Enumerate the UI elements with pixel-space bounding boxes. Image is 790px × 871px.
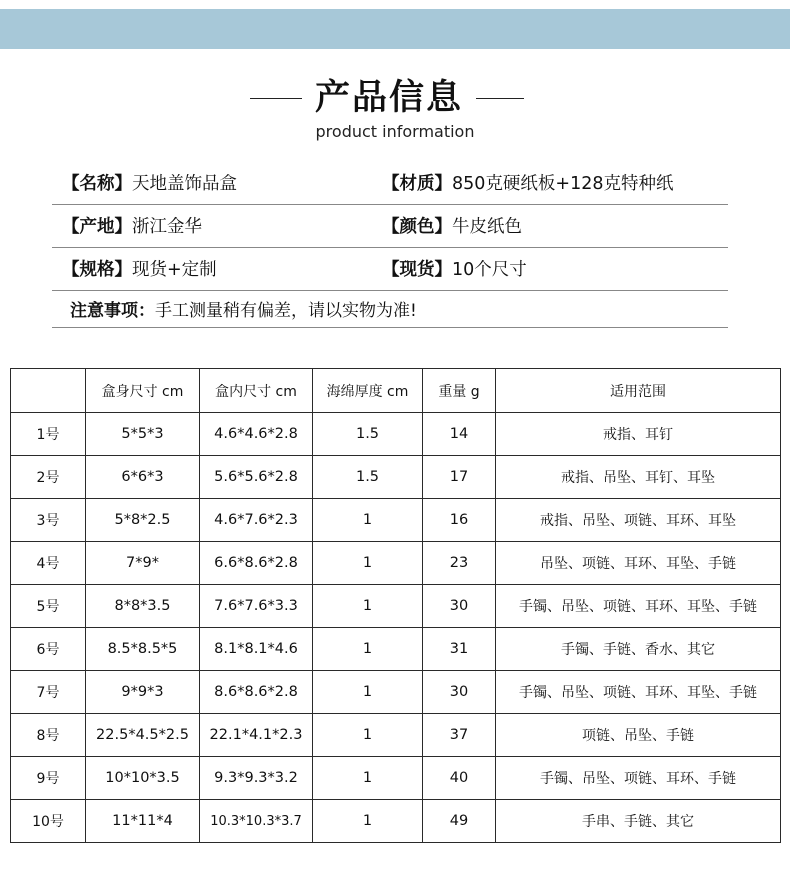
outer-size: 5*5*3: [86, 413, 200, 456]
weight: 14: [423, 413, 496, 456]
title-divider-left: [250, 98, 302, 99]
size-number: 2号: [11, 456, 86, 499]
applicable-range: 戒指、吊坠、耳钉、耳坠: [496, 456, 781, 499]
applicable-range: 手串、手链、其它: [496, 800, 781, 843]
outer-size: 9*9*3: [86, 671, 200, 714]
weight: 49: [423, 800, 496, 843]
info-row: [52, 169, 728, 205]
sponge-thickness: 1.5: [313, 413, 423, 456]
size-number: 3号: [11, 499, 86, 542]
table-row: [11, 800, 781, 843]
size-number: 7号: [11, 671, 86, 714]
size-spec-table: [10, 368, 781, 843]
weight: 30: [423, 585, 496, 628]
title-block: [0, 70, 790, 120]
table-row: [11, 542, 781, 585]
page-title: 产品信息: [314, 78, 463, 118]
applicable-range: 手镯、吊坠、项链、耳环、耳坠、手链: [496, 671, 781, 714]
sponge-thickness: 1: [313, 757, 423, 800]
table-header-cell: 盒身尺寸 cm: [86, 369, 200, 413]
size-number: 4号: [11, 542, 86, 585]
sponge-thickness: 1: [313, 800, 423, 843]
applicable-range: 吊坠、项链、耳环、耳坠、手链: [496, 542, 781, 585]
sponge-thickness: 1: [313, 714, 423, 757]
applicable-range: 手镯、吊坠、项链、耳环、手链: [496, 757, 781, 800]
title-divider-right: [476, 98, 524, 99]
table-row: [11, 413, 781, 456]
inner-size: 5.6*5.6*2.8: [200, 456, 313, 499]
info-name: 【名称】天地盖饰品盒: [62, 174, 237, 194]
sponge-thickness: 1.5: [313, 456, 423, 499]
size-number: 9号: [11, 757, 86, 800]
page-subtitle: product information: [315, 122, 475, 141]
inner-size: 10.3*10.3*3.7: [200, 800, 313, 843]
table-header-cell: 盒内尺寸 cm: [200, 369, 313, 413]
size-number: 5号: [11, 585, 86, 628]
inner-size: 4.6*7.6*2.3: [200, 499, 313, 542]
outer-size: 8.5*8.5*5: [86, 628, 200, 671]
inner-size: 6.6*8.6*2.8: [200, 542, 313, 585]
applicable-range: 戒指、吊坠、项链、耳环、耳坠: [496, 499, 781, 542]
table-row: [11, 671, 781, 714]
table-row: [11, 456, 781, 499]
table-row: [11, 757, 781, 800]
info-note-row: [52, 296, 728, 328]
inner-size: 22.1*4.1*2.3: [200, 714, 313, 757]
inner-size: 8.1*8.1*4.6: [200, 628, 313, 671]
size-number: 6号: [11, 628, 86, 671]
weight: 40: [423, 757, 496, 800]
info-row: [52, 255, 728, 291]
table-header-cell: [11, 369, 86, 413]
table-row: [11, 499, 781, 542]
weight: 16: [423, 499, 496, 542]
table-row: [11, 628, 781, 671]
sponge-thickness: 1: [313, 499, 423, 542]
inner-size: 9.3*9.3*3.2: [200, 757, 313, 800]
table-header-cell: 重量 g: [423, 369, 496, 413]
applicable-range: 手镯、吊坠、项链、耳环、耳坠、手链: [496, 585, 781, 628]
sponge-thickness: 1: [313, 585, 423, 628]
weight: 23: [423, 542, 496, 585]
outer-size: 11*11*4: [86, 800, 200, 843]
table-header-cell: 适用范围: [496, 369, 781, 413]
outer-size: 7*9*: [86, 542, 200, 585]
applicable-range: 手镯、手链、香水、其它: [496, 628, 781, 671]
sponge-thickness: 1: [313, 671, 423, 714]
size-number: 8号: [11, 714, 86, 757]
outer-size: 22.5*4.5*2.5: [86, 714, 200, 757]
inner-size: 7.6*7.6*3.3: [200, 585, 313, 628]
info-stock: 【现货】10个尺寸: [382, 260, 527, 280]
table-header-cell: 海绵厚度 cm: [313, 369, 423, 413]
info-material: 【材质】850克硬纸板+128克特种纸: [382, 174, 674, 194]
weight: 17: [423, 456, 496, 499]
applicable-range: 戒指、耳钉: [496, 413, 781, 456]
outer-size: 5*8*2.5: [86, 499, 200, 542]
table-row: [11, 585, 781, 628]
applicable-range: 项链、吊坠、手链: [496, 714, 781, 757]
sponge-thickness: 1: [313, 628, 423, 671]
weight: 37: [423, 714, 496, 757]
size-number: 1号: [11, 413, 86, 456]
outer-size: 8*8*3.5: [86, 585, 200, 628]
info-origin: 【产地】浙江金华: [62, 217, 202, 237]
size-number: 10号: [11, 800, 86, 843]
table-row: [11, 714, 781, 757]
info-spec: 【规格】现货+定制: [62, 260, 217, 280]
weight: 31: [423, 628, 496, 671]
sponge-thickness: 1: [313, 542, 423, 585]
info-color: 【颜色】牛皮纸色: [382, 217, 522, 237]
inner-size: 8.6*8.6*2.8: [200, 671, 313, 714]
outer-size: 10*10*3.5: [86, 757, 200, 800]
table-header-row: [11, 369, 781, 413]
outer-size: 6*6*3: [86, 456, 200, 499]
inner-size: 4.6*4.6*2.8: [200, 413, 313, 456]
top-color-band: [0, 9, 790, 49]
info-row: [52, 212, 728, 248]
weight: 30: [423, 671, 496, 714]
measurement-note: 注意事项：手工测量稍有偏差，请以实物为准!: [70, 301, 417, 321]
